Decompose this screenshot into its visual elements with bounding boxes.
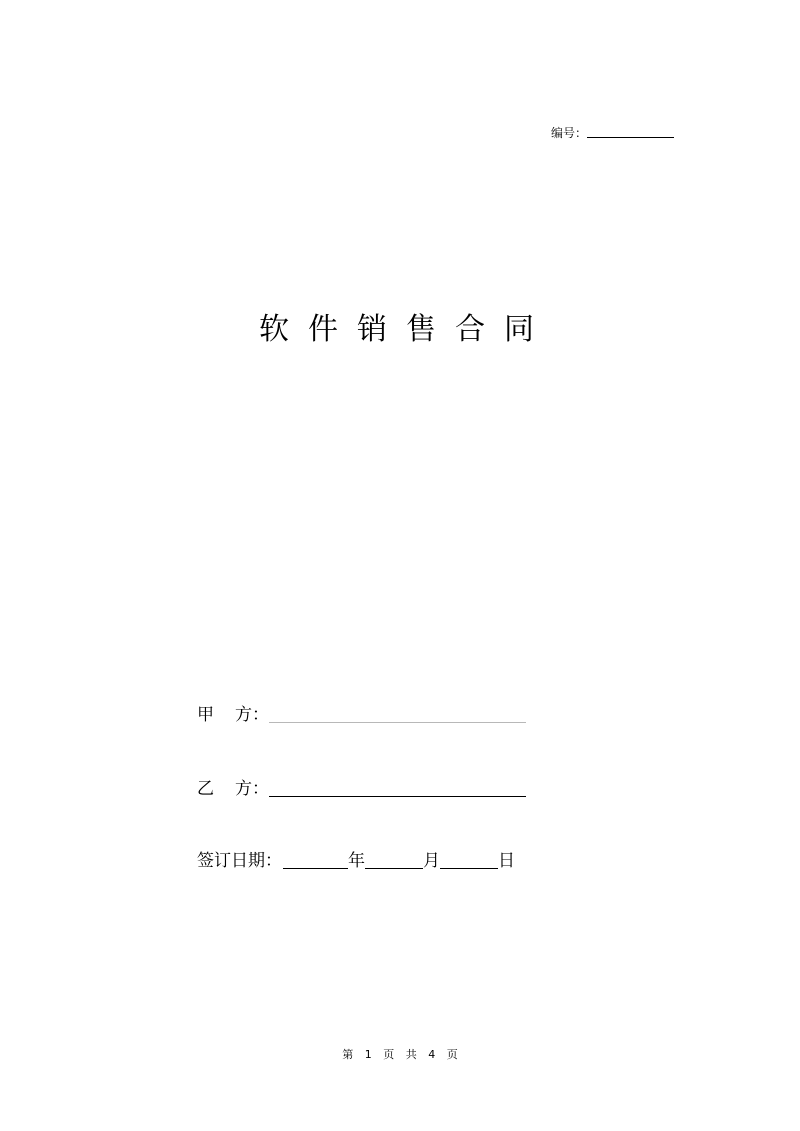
month-label: 月 <box>423 851 440 871</box>
contract-number-blank[interactable] <box>587 137 674 138</box>
contract-number-label: 编号： <box>551 126 588 140</box>
page-total: 4 <box>428 1048 436 1061</box>
page-suffix: 页 <box>446 1048 458 1061</box>
page-prefix: 第 <box>342 1048 354 1061</box>
year-label: 年 <box>348 851 365 871</box>
party-b-field <box>197 778 526 800</box>
total-prefix: 共 <box>405 1048 417 1061</box>
contract-number-field <box>551 122 674 140</box>
party-b-label-char2: 方： <box>235 779 269 799</box>
party-a-field <box>197 704 526 726</box>
party-a-label-char2: 方： <box>235 705 269 725</box>
page-current: 1 <box>364 1048 372 1061</box>
party-b-blank[interactable] <box>269 796 526 797</box>
day-blank[interactable] <box>440 868 498 869</box>
document-title: 软件销售合同 <box>259 312 553 347</box>
party-b-label-char1: 乙 <box>197 779 214 799</box>
party-a-blank[interactable] <box>269 722 526 723</box>
signing-date-field <box>197 850 515 872</box>
day-label: 日 <box>498 851 515 871</box>
party-a-label-char1: 甲 <box>197 705 214 725</box>
page-number-footer <box>0 1048 800 1062</box>
month-blank[interactable] <box>365 868 423 869</box>
page-mid: 页 <box>383 1048 395 1061</box>
year-blank[interactable] <box>283 868 348 869</box>
signing-date-label: 签订日期： <box>197 851 282 871</box>
